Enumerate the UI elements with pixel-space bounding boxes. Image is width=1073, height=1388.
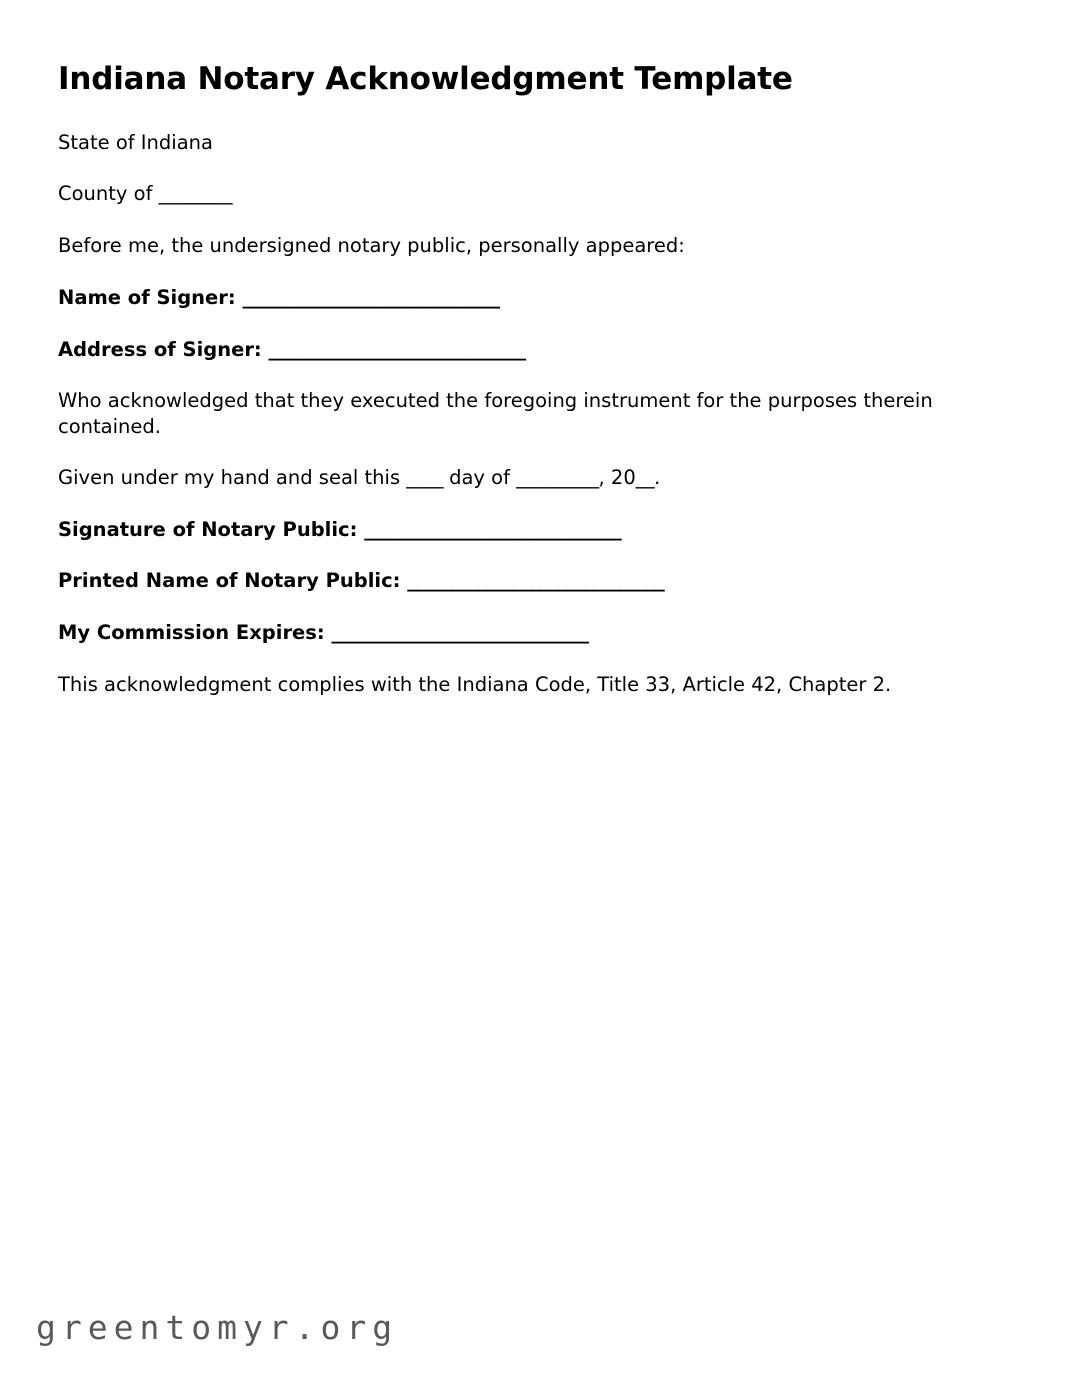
given-prefix-text: Given under my hand and seal this [58,465,407,489]
page-title: Indiana Notary Acknowledgment Template [58,61,793,97]
county-blank-field[interactable]: ________ [158,182,232,206]
given-suffix-text: , 20 [598,465,636,489]
signature-of-notary-blank-field[interactable]: _____________________________ [364,517,621,541]
site-watermark: greentomyr.org [36,1308,399,1347]
compliance-line [58,672,1008,698]
name-of-signer-blank-field[interactable]: _____________________________ [242,285,500,309]
printed-name-of-notary-blank-field[interactable]: _____________________________ [407,569,664,593]
printed-name-of-notary-label: Printed Name of Notary Public: [58,569,408,593]
state-line [58,130,1008,156]
given-month-blank-field[interactable]: _________ [516,465,599,489]
printed-name-of-notary-line [58,568,1008,594]
before-me-line [58,233,1008,259]
address-of-signer-line [58,337,1008,363]
signature-of-notary-line [58,517,1008,543]
commission-expires-label: My Commission Expires: [58,621,332,645]
given-under-hand-line [58,465,1008,491]
before-me-text: Before me, the undersigned notary public, personally appeared: [58,234,685,258]
document-body [58,60,1008,724]
given-middle-text: day of [442,465,517,489]
state-text: State of Indiana [58,130,213,154]
name-of-signer-line [58,285,1008,311]
commission-expires-blank-field[interactable]: _____________________________ [331,621,589,645]
address-of-signer-blank-field[interactable]: _____________________________ [268,337,526,361]
compliance-text: This acknowledgment complies with the Indiana Code, Title 33, Article 42, Chapter 2. [58,672,892,696]
given-day-blank-field[interactable]: ____ [406,465,443,489]
address-of-signer-label: Address of Signer: [58,337,269,361]
who-acknowledged-paragraph [58,388,1006,439]
county-label: County of [58,182,159,206]
given-year-blank-field[interactable]: __ [635,465,655,489]
given-period-text: . [654,465,661,489]
county-line [58,181,1008,207]
signature-of-notary-label: Signature of Notary Public: [58,517,365,541]
who-acknowledged-text: Who acknowledged that they executed the foregoing instrument for the purposes therein contained. [58,389,933,439]
name-of-signer-label: Name of Signer: [58,285,243,309]
commission-expires-line [58,620,1008,646]
